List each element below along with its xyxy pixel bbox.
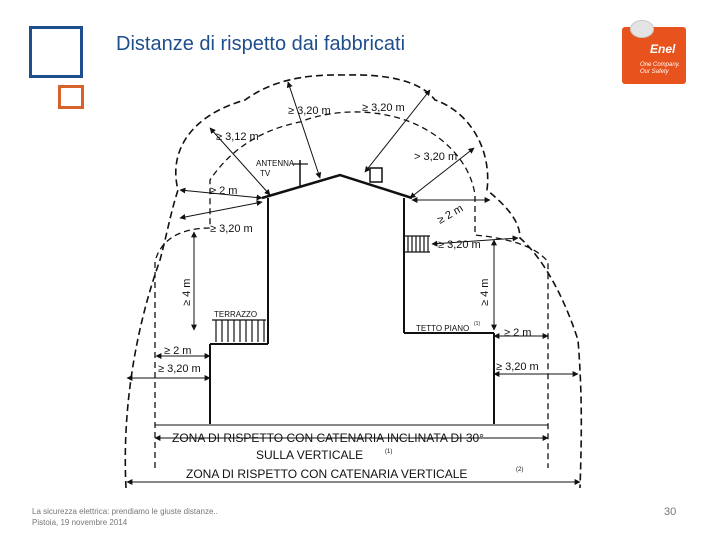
label-right-4m: ≥ 4 m [479,278,491,306]
terrazzo-railing [212,320,266,342]
zone-inclined-line1: ZONA DI RISPETTO CON CATENARIA INCLINATA DI 30° [172,431,484,445]
arrow-left-320 [180,202,262,218]
label-low-left-320: ≥ 3,20 m [158,363,201,375]
label-right-2m: ≥ 2 m [504,327,532,339]
label-left-320: ≥ 3,20 m [210,223,253,235]
label-left-2m: ≥ 2 m [210,185,238,197]
footer-text: La sicurezza elettrica: prendiamo le giuste distanze.. Pistoia, 19 novembre 2014 [32,507,218,527]
label-terrazzo: TERRAZZO [214,310,258,319]
label-roof-left: ≥ 3,12 m [216,131,259,143]
slide-title: Distanze di rispetto dai fabbricati [116,33,406,55]
logo-tagline: One Company. Our Safety [640,62,680,75]
label-tv: TV [260,169,271,178]
label-top-left: ≥ 3,20 m [288,105,331,117]
logo-name: Enel [650,42,676,56]
label-left-4m: ≥ 4 m [181,278,193,306]
zone-vertical-ref: (2) [516,467,524,473]
label-right-2m-diag: ≥ 2 m [435,202,466,227]
label-right-roof: > 3,20 m [414,151,458,163]
page-number: 30 [664,506,677,518]
chimney [370,168,382,182]
label-antenna: ANTENNA [256,159,295,168]
label-top-right: ≥ 3,20 m [362,102,405,114]
label-low-right-320: ≥ 3,20 m [496,361,539,373]
label-tetto-piano: TETTO PIANO [416,324,470,333]
balcony-railing [405,236,430,252]
label-tetto-piano-ref: (1) [474,321,481,327]
zone-inclined-ref: (1) [385,449,393,455]
zone-inclined-line2: SULLA VERTICALE [256,448,364,462]
label-low-left-2m: ≥ 2 m [164,345,192,357]
zone-vertical: ZONA DI RISPETTO CON CATENARIA VERTICALE [186,467,468,481]
label-balcony-320: ≥ 3,20 m [438,239,481,251]
